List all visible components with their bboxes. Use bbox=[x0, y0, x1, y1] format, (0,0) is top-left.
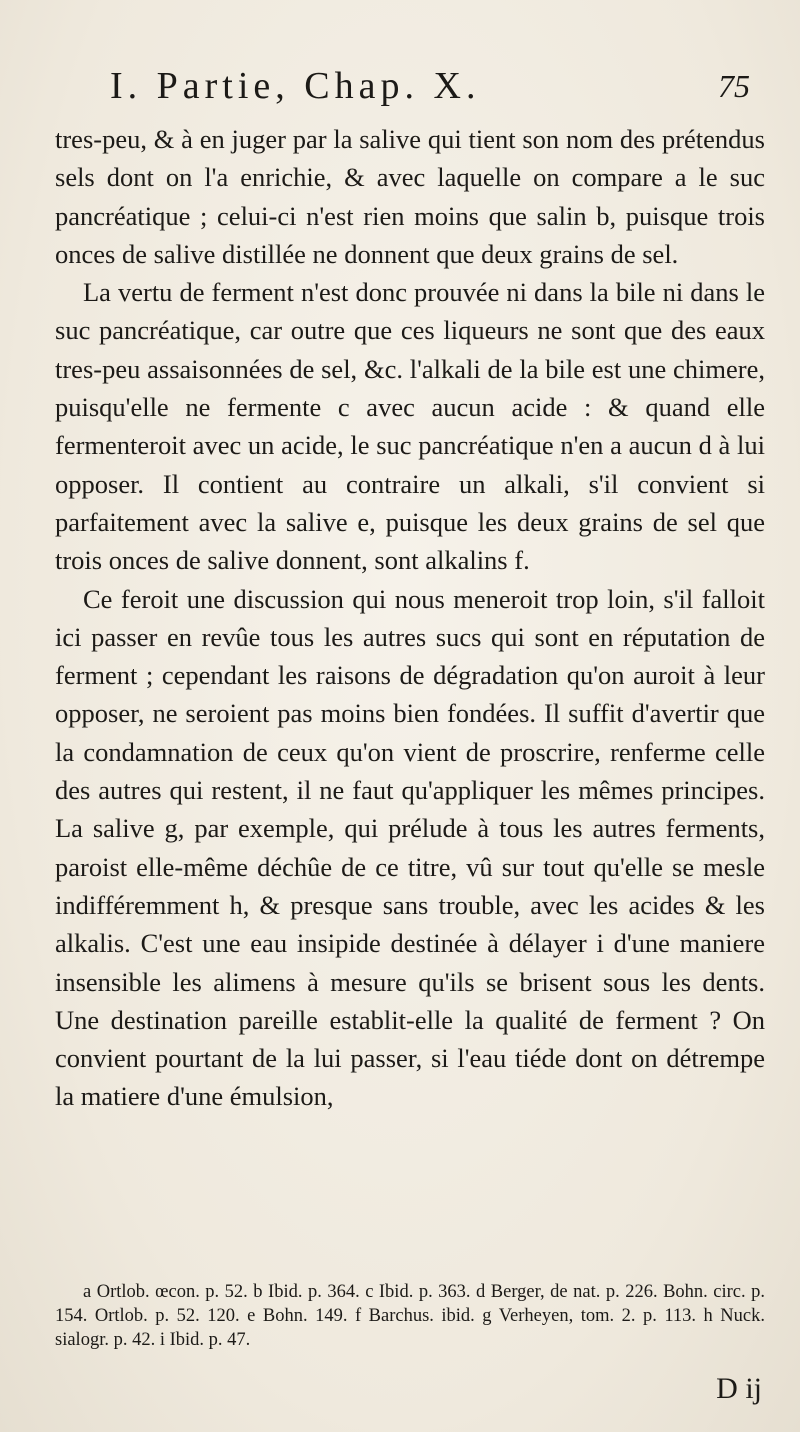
footnotes bbox=[55, 1280, 765, 1352]
paragraph: Ce feroit une discussion qui nous meneroit trop loin, s'il falloit ici passer en revûe tous les autres sucs qui sont en réputation de ferment ; cependant les raisons de dégradation qu'on auroit à leur opposer, ne seroient pas moins bien fondées. Il suffit d'avertir que la condamnation de ceux qu'on vient de proscrire, renferme celle des autres qui restent, il ne faut qu'appliquer les mêmes principes. La salive g, par exemple, qui prélude à tous les autres ferments, paroist elle-même déchûe de ce titre, vû sur tout qu'elle se mesle indifféremment h, & presque sans trouble, avec les acides & les alkalis. C'est une eau insipide destinée à délayer i d'une maniere insensible les alimens à mesure qu'ils se brisent sous les dents. Une destination pareille establit-elle la qualité de ferment ? On convient pourtant de la lui passer, si l'eau tiéde dont on détrempe la matiere d'une émulsion, bbox=[55, 583, 765, 1112]
body-text bbox=[55, 120, 765, 1116]
page-number: 75 bbox=[718, 68, 750, 104]
signature-mark: D ij bbox=[716, 1372, 762, 1405]
paragraph: tres-peu, & à en juger par la salive qui tient son nom des prétendus sels dont on l'a enrichie, & avec laquelle on compare a le suc pancréatique ; celui-ci n'est rien moins que salin b, puisque trois onces de salive distillée ne donnent que deux grains de sel. bbox=[55, 124, 765, 269]
footnote-text: a Ortlob. œcon. p. 52. b Ibid. p. 364. c Ibid. p. 363. d Berger, de nat. p. 226. Bohn. circ. p. 154. Ortlob. p. 52. 120. e Bohn. 149. f Barchus. ibid. g Verheyen, tom. 2. p. 113. h Nuck. sialogr. p. 42. i Ibid. p. 47. bbox=[55, 1282, 765, 1350]
chapter-title: I. Partie, Chap. X. bbox=[110, 65, 481, 107]
running-head bbox=[110, 64, 750, 108]
paragraph: La vertu de ferment n'est donc prouvée ni dans la bile ni dans le suc pancréatique, car outre que ces liqueurs ne sont que des eaux tres-peu assaisonnées de sel, &c. l'alkali de la bile est une chimere, puisqu'elle ne fermente c avec aucun acide : & quand elle fermenteroit avec un acide, le suc pancréatique n'en a aucun d à lui opposer. Il contient au contraire un alkali, s'il convient si parfaitement avec la salive e, puisque les deux grains de sel que trois onces de salive donnent, sont alkalins f. bbox=[55, 277, 765, 576]
